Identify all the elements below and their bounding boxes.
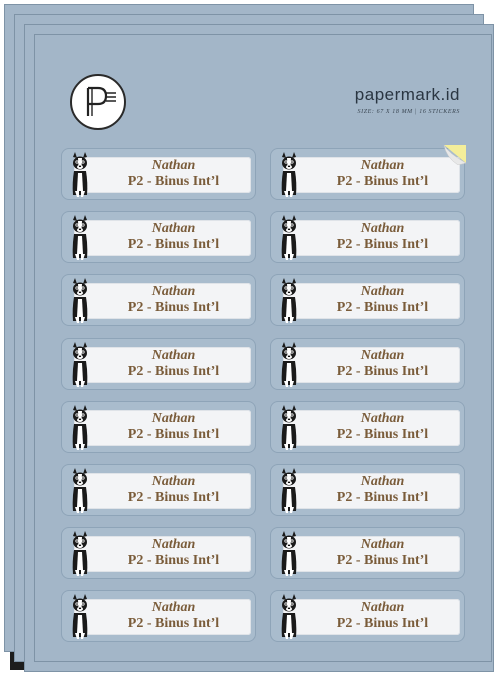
sticker-label bbox=[61, 401, 256, 453]
boston-terrier-icon bbox=[66, 530, 94, 578]
boston-terrier-icon bbox=[66, 404, 94, 452]
sticker-class: P2 - Binus Int’l bbox=[336, 300, 429, 315]
sticker-class: P2 - Binus Int’l bbox=[336, 553, 429, 568]
boston-terrier-icon bbox=[275, 341, 303, 389]
sticker-label bbox=[270, 401, 465, 453]
peeled-corner-icon bbox=[442, 143, 468, 165]
sticker-name: Nathan bbox=[151, 411, 196, 426]
sticker-name: Nathan bbox=[360, 221, 405, 236]
sticker-name: Nathan bbox=[360, 600, 405, 615]
sticker-label bbox=[270, 274, 465, 326]
sticker-name: Nathan bbox=[151, 348, 196, 363]
sticker-name: Nathan bbox=[151, 158, 196, 173]
boston-terrier-icon bbox=[66, 214, 94, 262]
sticker-name: Nathan bbox=[360, 537, 405, 552]
sticker-name: Nathan bbox=[151, 474, 196, 489]
boston-terrier-icon bbox=[66, 151, 94, 199]
sticker-class: P2 - Binus Int’l bbox=[336, 616, 429, 631]
sticker-label bbox=[61, 274, 256, 326]
sticker-name: Nathan bbox=[360, 158, 405, 173]
sticker-name: Nathan bbox=[360, 284, 405, 299]
sticker-label bbox=[270, 590, 465, 642]
sticker-name: Nathan bbox=[360, 474, 405, 489]
boston-terrier-icon bbox=[275, 151, 303, 199]
sticker-name: Nathan bbox=[151, 284, 196, 299]
sticker-name: Nathan bbox=[151, 221, 196, 236]
sticker-class: P2 - Binus Int’l bbox=[127, 427, 220, 442]
sticker-label bbox=[270, 464, 465, 516]
sticker-label bbox=[61, 211, 256, 263]
sticker-label bbox=[61, 464, 256, 516]
boston-terrier-icon bbox=[275, 277, 303, 325]
sticker-class: P2 - Binus Int’l bbox=[127, 364, 220, 379]
sticker-label bbox=[61, 590, 256, 642]
sticker-name: Nathan bbox=[151, 537, 196, 552]
boston-terrier-icon bbox=[275, 214, 303, 262]
sticker-name: Nathan bbox=[151, 600, 196, 615]
sticker-class: P2 - Binus Int’l bbox=[336, 427, 429, 442]
boston-terrier-icon bbox=[66, 341, 94, 389]
sticker-class: P2 - Binus Int’l bbox=[336, 174, 429, 189]
sticker-label bbox=[270, 527, 465, 579]
sticker-class: P2 - Binus Int’l bbox=[336, 237, 429, 252]
sticker-class: P2 - Binus Int’l bbox=[127, 616, 220, 631]
boston-terrier-icon bbox=[275, 593, 303, 641]
boston-terrier-icon bbox=[66, 467, 94, 515]
sticker-name: Nathan bbox=[360, 348, 405, 363]
boston-terrier-icon bbox=[66, 593, 94, 641]
boston-terrier-icon bbox=[275, 467, 303, 515]
boston-terrier-icon bbox=[66, 277, 94, 325]
sticker-class: P2 - Binus Int’l bbox=[127, 553, 220, 568]
sticker-label bbox=[61, 338, 256, 390]
sticker-class: P2 - Binus Int’l bbox=[336, 364, 429, 379]
brand-subtitle: SIZE: 67 X 18 MM | 16 STICKERS bbox=[357, 109, 460, 115]
sticker-label bbox=[61, 527, 256, 579]
sticker-name: Nathan bbox=[360, 411, 405, 426]
sticker-label bbox=[270, 148, 465, 200]
sticker-class: P2 - Binus Int’l bbox=[127, 174, 220, 189]
boston-terrier-icon bbox=[275, 530, 303, 578]
sticker-class: P2 - Binus Int’l bbox=[336, 490, 429, 505]
sticker-class: P2 - Binus Int’l bbox=[127, 300, 220, 315]
sticker-label bbox=[270, 211, 465, 263]
brand-name: papermark.id bbox=[354, 85, 460, 104]
sticker-class: P2 - Binus Int’l bbox=[127, 237, 220, 252]
papermark-logo-icon bbox=[70, 74, 126, 130]
boston-terrier-icon bbox=[275, 404, 303, 452]
sticker-label bbox=[270, 338, 465, 390]
sticker-class: P2 - Binus Int’l bbox=[127, 490, 220, 505]
sticker-label bbox=[61, 148, 256, 200]
